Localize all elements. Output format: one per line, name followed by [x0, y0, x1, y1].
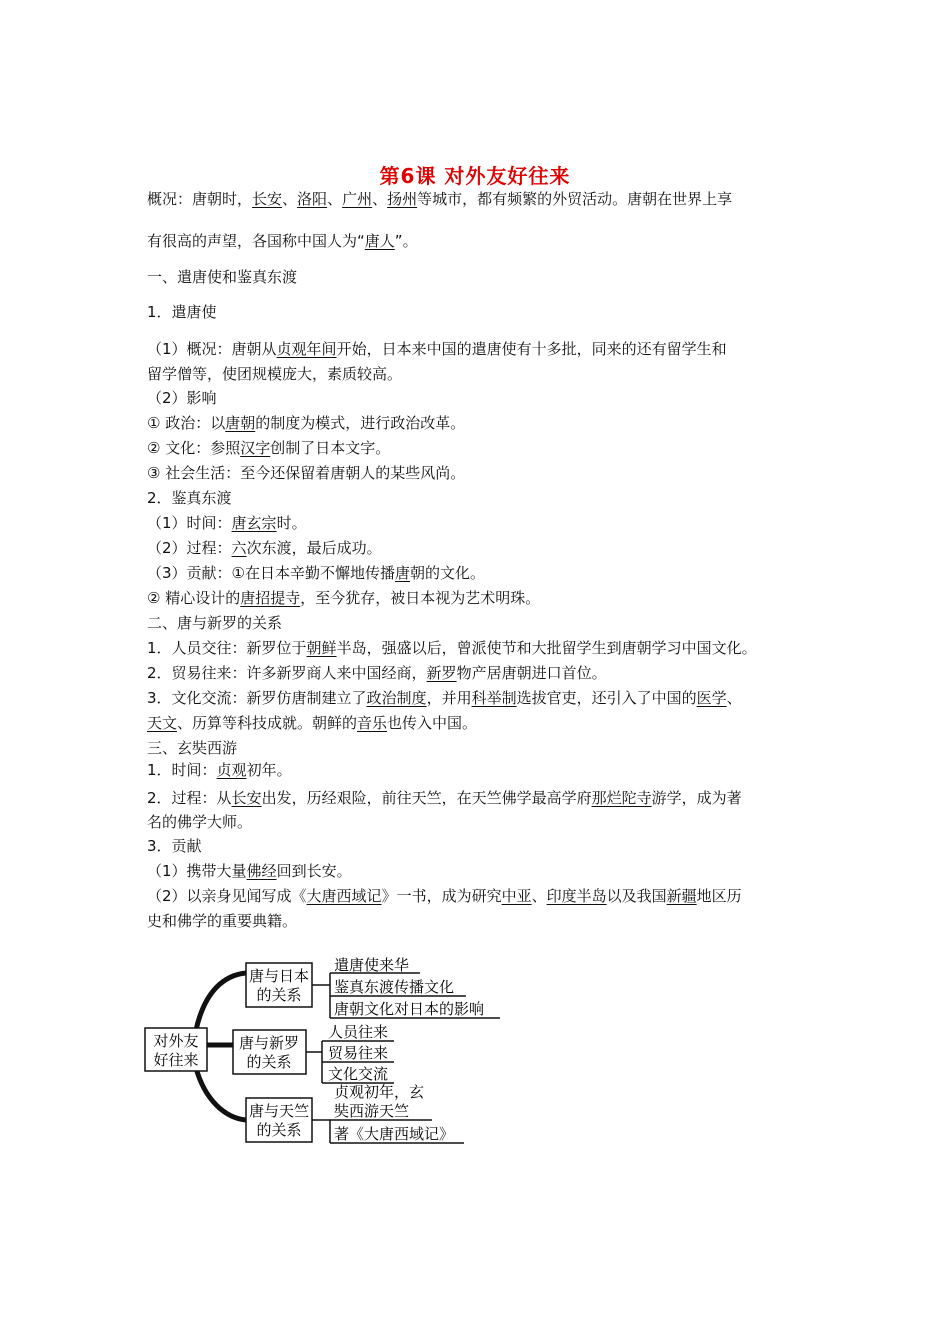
section-heading-1: 一、遣唐使和鉴真东渡	[147, 268, 298, 286]
japan-node-line1: 唐与日本	[248, 967, 310, 985]
overview-line-2: 有很高的声望，各国称中国人为“唐人”。	[147, 232, 418, 250]
silla-item-3: 文化交流	[328, 1065, 389, 1083]
xuanzang-process-cont: 名的佛学大师。	[147, 813, 253, 831]
india-item-1: 贞观初年，玄	[334, 1083, 425, 1101]
jianzhen-time: （1）时间：唐玄宗时。	[147, 514, 307, 532]
xuanzang-book: （2）以亲身见闻写成《大唐西域记》一书，成为研究中亚、印度半岛以及我国新疆地区历	[147, 887, 742, 905]
xuanzang-time: 1．时间：贞观初年。	[147, 761, 292, 779]
silla-culture: 3．文化交流：新罗仿唐制建立了政治制度，并用科举制选拔官吏，还引入了中国的医学、	[147, 689, 742, 707]
india-node-line1: 唐与天竺	[248, 1102, 310, 1120]
xuanzang-book-cont: 史和佛学的重要典籍。	[147, 912, 298, 930]
silla-culture-cont: 天文、历算等科技成就。朝鲜的音乐也传入中国。	[147, 714, 478, 732]
influence-heading: （2）影响	[147, 389, 217, 407]
japan-item-2: 鉴真东渡传播文化	[334, 978, 455, 996]
jianzhen-temple: ② 精心设计的唐招提寺，至今犹存，被日本视为艺术明珠。	[147, 589, 541, 607]
section-heading-3: 三、玄奘西游	[147, 739, 238, 757]
silla-item-2: 贸易往来	[328, 1044, 389, 1062]
root-node-line2: 好往来	[153, 1051, 199, 1069]
influence-politics: ① 政治：以唐朝的制度为模式，进行政治改革。	[147, 414, 466, 432]
xuanzang-contribution-heading: 3．贡献	[147, 837, 202, 855]
india-node-line2: 的关系	[256, 1121, 302, 1139]
india-item-2: 奘西游天竺	[334, 1102, 410, 1120]
silla-item-1: 人员往来	[328, 1023, 389, 1041]
jianzhen-contribution: （3）贡献：①在日本辛勤不懈地传播唐朝的文化。	[147, 564, 486, 582]
xuanzang-process: 2．过程：从长安出发，历经艰险，前往天竺，在天竺佛学最高学府那烂陀寺游学，成为著	[147, 789, 742, 807]
jianzhen-process: （2）过程：六次东渡，最后成功。	[147, 539, 382, 557]
envoys-overview: （1）概况：唐朝从贞观年间开始，日本来中国的遣唐使有十多批，同来的还有留学生和	[147, 340, 727, 358]
xuanzang-sutras: （1）携带大量佛经回到长安。	[147, 862, 352, 880]
influence-society: ③ 社会生活：至今还保留着唐朝人的某些风尚。	[147, 464, 466, 482]
silla-node-line1: 唐与新罗	[238, 1034, 300, 1052]
japan-item-1: 遣唐使来华	[334, 956, 410, 974]
page-title: 第6课 对外友好往来	[379, 164, 571, 188]
silla-node-line2: 的关系	[246, 1053, 292, 1071]
japan-node-line2: 的关系	[256, 986, 302, 1004]
overview-line-1: 概况：唐朝时，长安、洛阳、广州、扬州等城市，都有频繁的外贸活动。唐朝在世界上享	[147, 190, 733, 208]
root-node-line1: 对外友	[153, 1032, 199, 1050]
section-heading-2: 二、唐与新罗的关系	[147, 614, 283, 632]
silla-trade: 2．贸易往来：许多新罗商人来中国经商，新罗物产居唐朝进口首位。	[147, 664, 607, 682]
subheading-envoys: 1．遣唐使	[147, 303, 217, 321]
india-item-3: 著《大唐西域记》	[334, 1125, 455, 1143]
japan-item-3: 唐朝文化对日本的影响	[334, 1000, 485, 1018]
silla-personnel: 1．人员交往：新罗位于朝鲜半岛，强盛以后，曾派使节和大批留学生到唐朝学习中国文化。	[147, 639, 757, 657]
influence-culture: ② 文化：参照汉字创制了日本文字。	[147, 439, 391, 457]
envoys-overview-cont: 留学僧等，使团规模庞大，素质较高。	[147, 365, 403, 383]
subheading-jianzhen: 2．鉴真东渡	[147, 489, 232, 507]
